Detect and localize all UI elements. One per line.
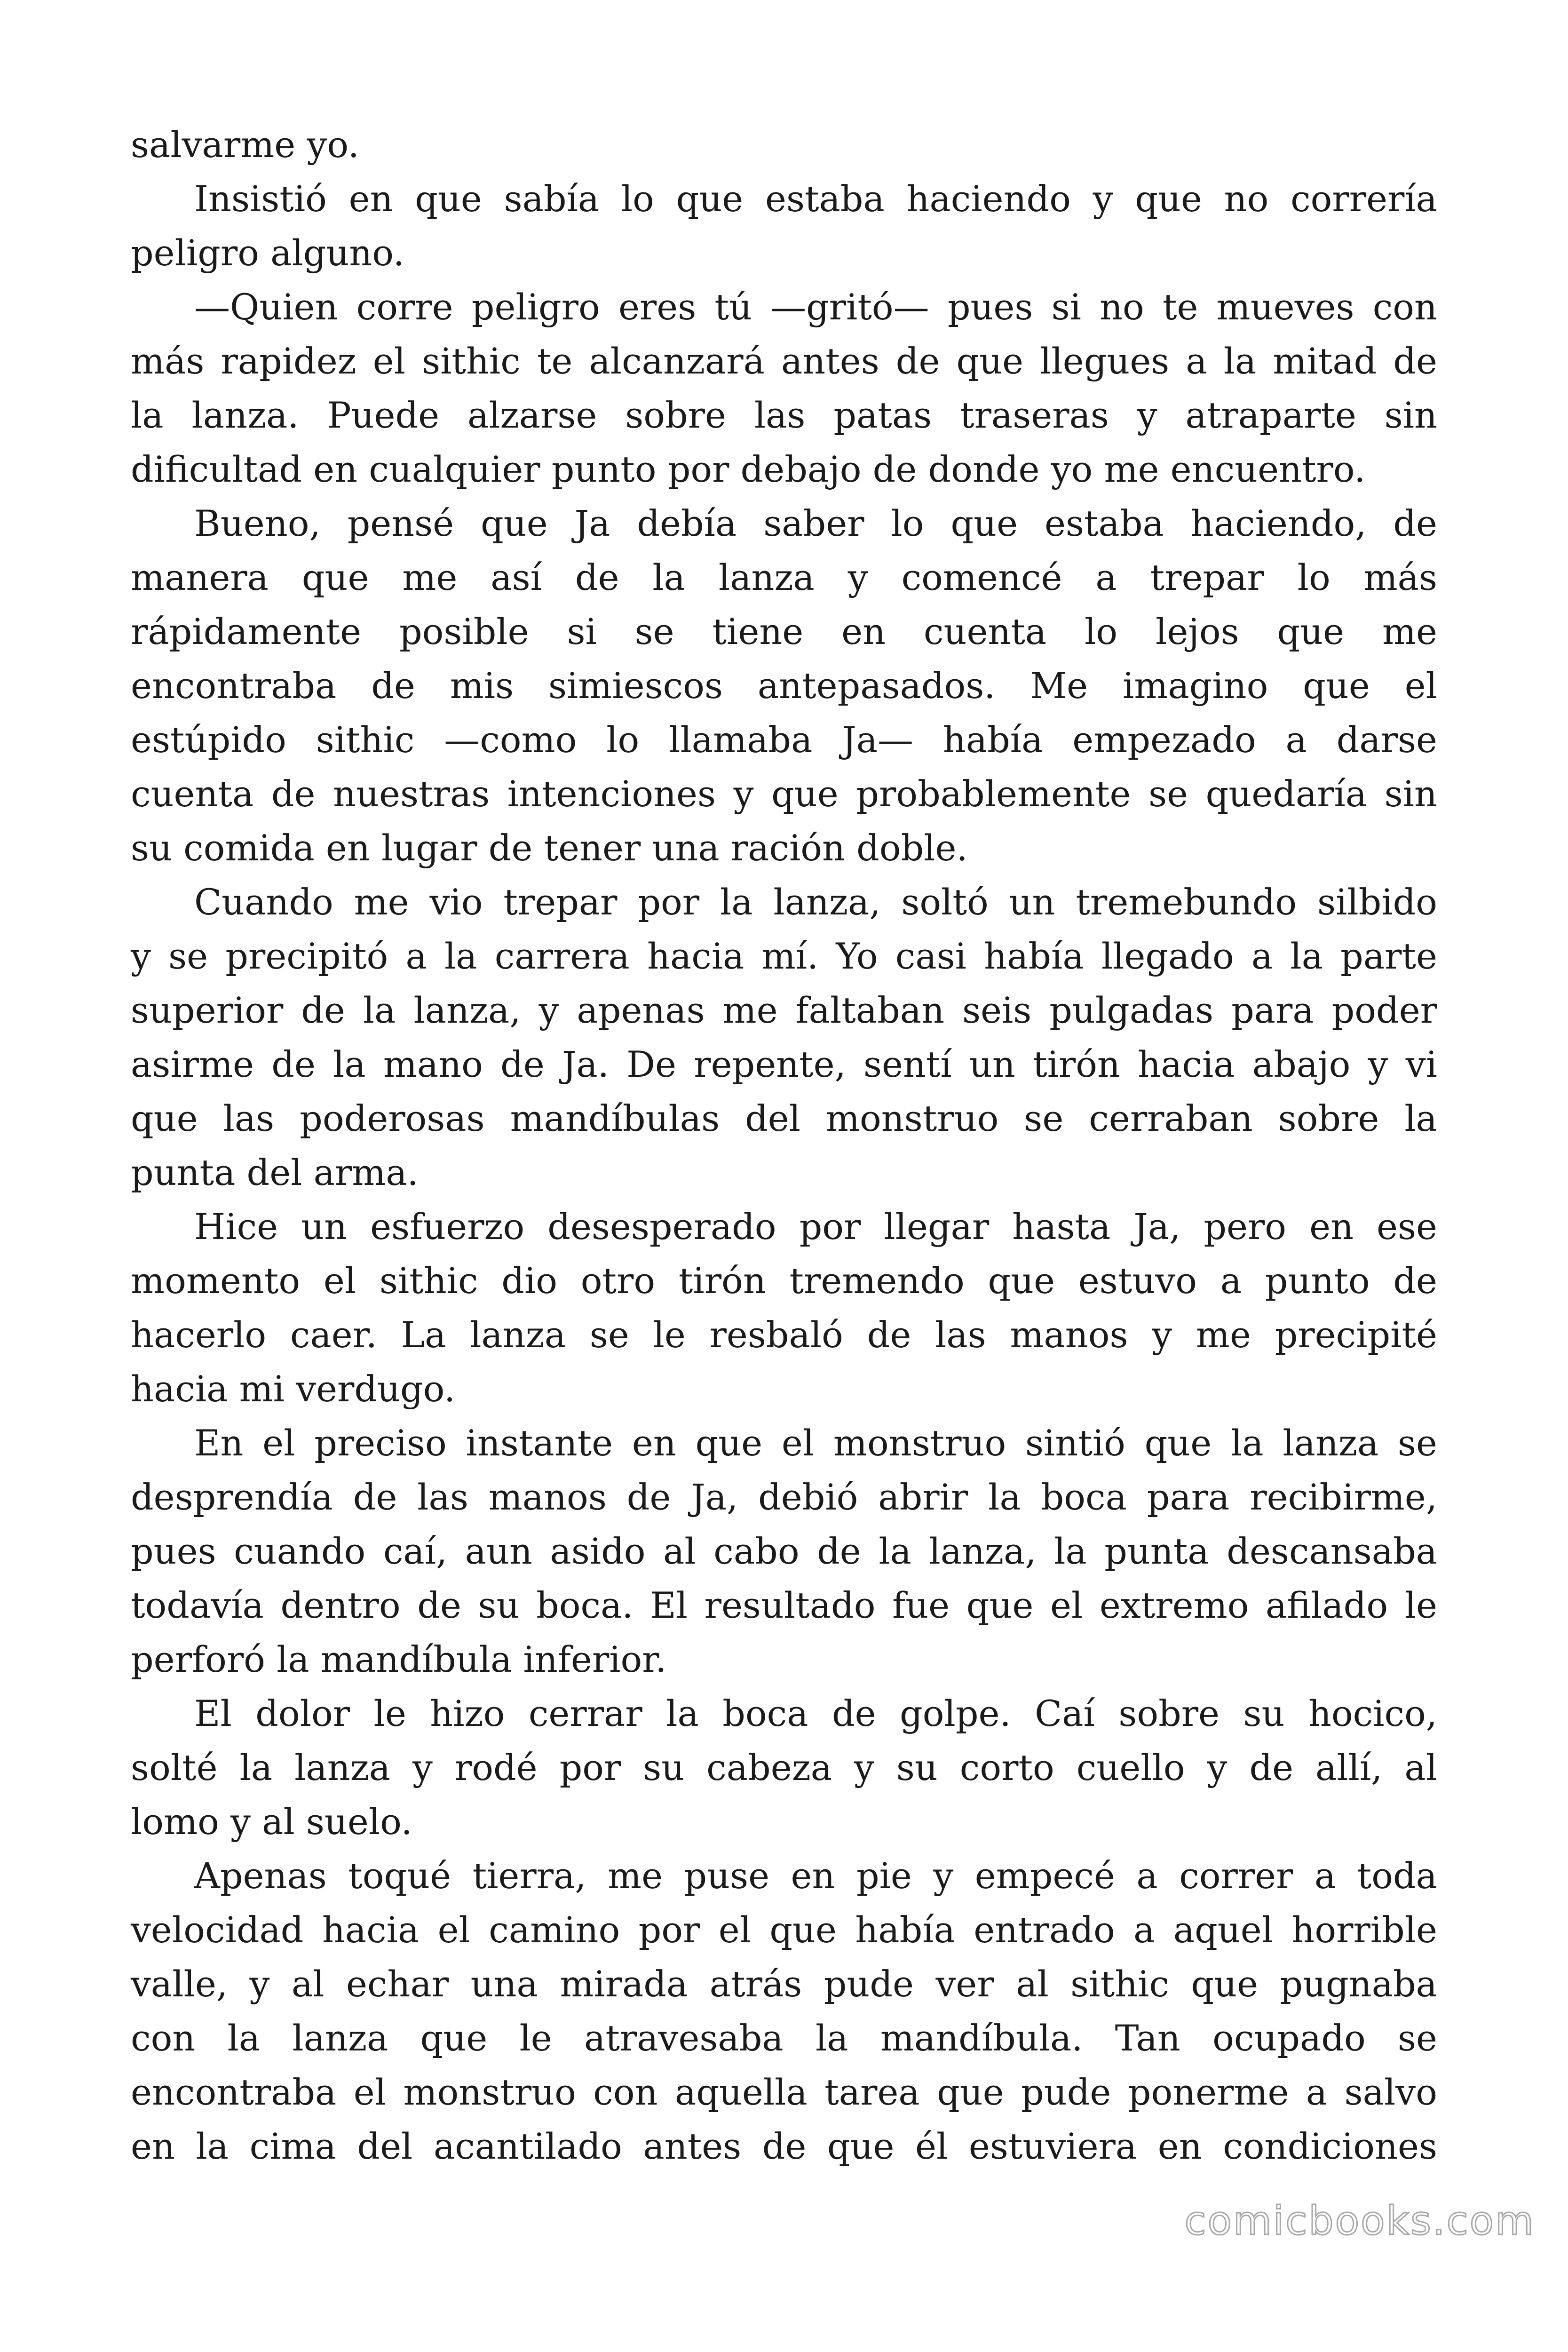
text-line: con la lanza que le atravesaba la mandíbula. Tan ocupado se xyxy=(131,2017,1437,2059)
text-line: velocidad hacia el camino por el que había entrado a aquel horrible xyxy=(131,1909,1437,1951)
text-line: peligro alguno. xyxy=(131,232,404,274)
text-line: encontraba de mis simiescos antepasados. Me imagino que el xyxy=(131,665,1437,707)
text-line: superior de la lanza, y apenas me faltaban seis pulgadas para poder xyxy=(131,989,1437,1031)
text-line: Cuando me vio trepar por la lanza, soltó un tremebundo silbido xyxy=(194,881,1437,923)
text-line: dificultad en cualquier punto por debajo de donde yo me encuentro. xyxy=(131,448,1366,490)
text-line: todavía dentro de su boca. El resultado fue que el extremo afilado le xyxy=(131,1584,1437,1626)
text-line: manera que me así de la lanza y comencé a trepar lo más xyxy=(131,556,1437,598)
text-line: lomo y al suelo. xyxy=(131,1801,412,1843)
text-line: encontraba el monstruo con aquella tarea que pude ponerme a salvo xyxy=(131,2071,1437,2113)
text-line: su comida en lugar de tener una ración doble. xyxy=(131,827,968,869)
text-line: El dolor le hizo cerrar la boca de golpe. Caí sobre su hocico, xyxy=(194,1692,1437,1734)
text-line: Insistió en que sabía lo que estaba haciendo y que no correría xyxy=(194,178,1437,220)
text-line: solté la lanza y rodé por su cabeza y su corto cuello y de allí, al xyxy=(131,1747,1437,1788)
text-line: la lanza. Puede alzarse sobre las patas traseras y atraparte sin xyxy=(131,394,1437,436)
text-line: hacia mi verdugo. xyxy=(131,1368,456,1410)
text-line: momento el sithic dio otro tirón tremendo que estuvo a punto de xyxy=(131,1260,1437,1302)
text-line: perforó la mandíbula inferior. xyxy=(131,1638,667,1680)
text-line: que las poderosas mandíbulas del monstruo se cerraban sobre la xyxy=(131,1097,1437,1139)
text-line: Bueno, pensé que Ja debía saber lo que estaba haciendo, de xyxy=(194,502,1437,544)
text-line: —Quien corre peligro eres tú —gritó— pues si no te mueves con xyxy=(194,286,1437,328)
watermark: comicbooks.com xyxy=(1184,2198,1535,2244)
text-line: Apenas toqué tierra, me puse en pie y empecé a correr a toda xyxy=(194,1855,1437,1897)
text-line: en la cima del acantilado antes de que él estuviera en condiciones xyxy=(131,2125,1437,2167)
text-line: desprendía de las manos de Ja, debió abrir la boca para recibirme, xyxy=(131,1476,1437,1518)
text-line: hacerlo caer. La lanza se le resbaló de las manos y me precipité xyxy=(131,1314,1437,1356)
text-line: asirme de la mano de Ja. De repente, sentí un tirón hacia abajo y vi xyxy=(131,1043,1437,1085)
text-line: más rapidez el sithic te alcanzará antes de que llegues a la mitad de xyxy=(131,340,1437,382)
text-line: Hice un esfuerzo desesperado por llegar hasta Ja, pero en ese xyxy=(194,1206,1437,1248)
text-line: y se precipitó a la carrera hacia mí. Yo casi había llegado a la parte xyxy=(131,935,1437,977)
text-line: cuenta de nuestras intenciones y que probablemente se quedaría sin xyxy=(131,773,1437,815)
text-line: estúpido sithic —como lo llamaba Ja— había empezado a darse xyxy=(131,719,1437,761)
text-line: En el preciso instante en que el monstruo sintió que la lanza se xyxy=(194,1422,1437,1464)
text-line: rápidamente posible si se tiene en cuenta lo lejos que me xyxy=(131,611,1437,652)
page-text xyxy=(131,118,1437,2173)
text-line: pues cuando caí, aun asido al cabo de la lanza, la punta descansaba xyxy=(131,1530,1437,1572)
text-line: salvarme yo. xyxy=(131,124,359,166)
text-line: punta del arma. xyxy=(131,1152,419,1193)
text-line: valle, y al echar una mirada atrás pude ver al sithic que pugnaba xyxy=(131,1963,1437,2005)
